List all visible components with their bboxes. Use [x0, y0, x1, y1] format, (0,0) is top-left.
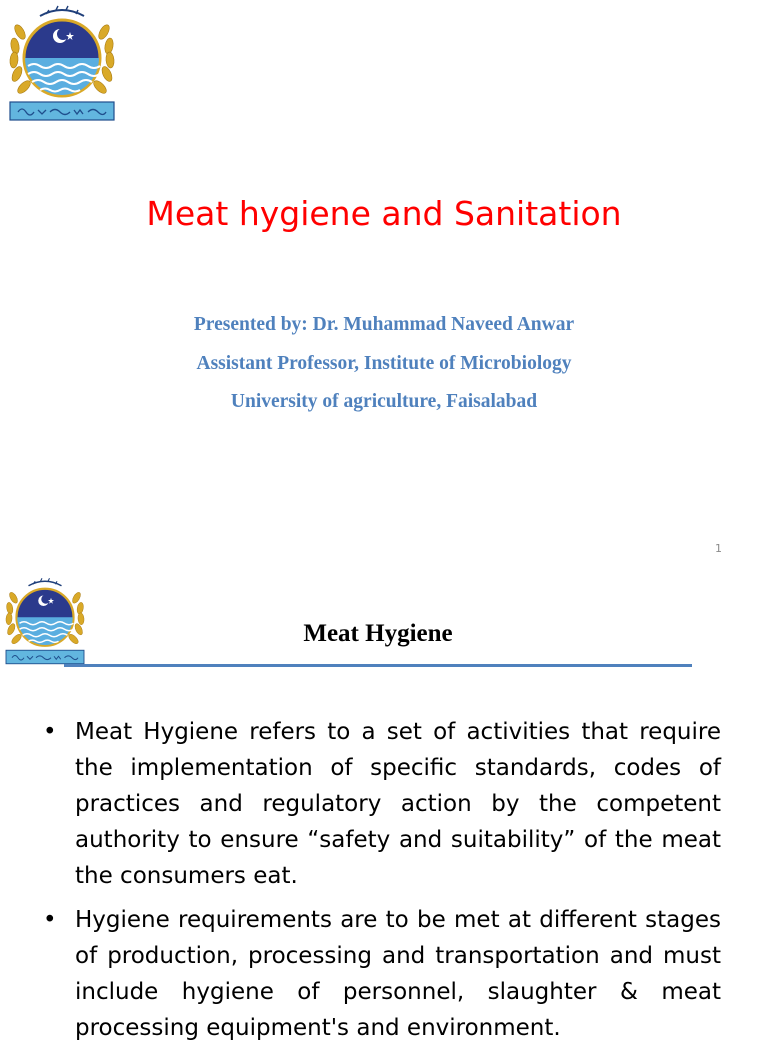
bullet-item: [0, 714, 721, 894]
bullet-icon: •: [43, 719, 57, 745]
presenter-line: Assistant Professor, Institute of Microbiology: [196, 352, 572, 374]
presenter-info: [0, 306, 768, 422]
bullet-icon: •: [43, 907, 57, 933]
university-logo: [6, 2, 118, 124]
bullet-list: [0, 714, 721, 1054]
page-number: 1: [715, 542, 722, 555]
university-logo: [3, 574, 87, 668]
presenter-line: University of agriculture, Faisalabad: [230, 391, 538, 412]
slide-2: [0, 566, 768, 1041]
presenter-line: Presented by: Dr. Muhammad Naveed Anwar: [193, 314, 575, 335]
slide-title: Meat hygiene and Sanitation: [146, 194, 622, 233]
bullet-item: [0, 902, 721, 1046]
title-underline: [64, 664, 692, 667]
bullet-text: Hygiene requirements are to be met at different stages of production, processing and transportation and must include hygiene of personnel, slaughter & meat processing equipment's and environment.: [75, 907, 721, 1041]
bullet-text: Meat Hygiene refers to a set of activities that require the implementation of specific standards, codes of practices and regulatory action by the competent authority to ensure “safety and suitability” of the meat the consumers eat.: [75, 719, 721, 889]
slide-title: Meat Hygiene: [303, 620, 453, 647]
